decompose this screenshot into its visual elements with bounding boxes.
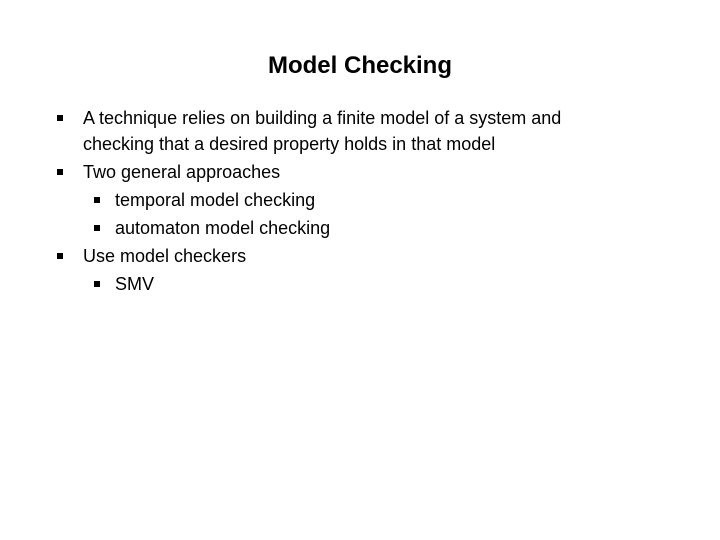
square-bullet-icon	[57, 253, 63, 259]
square-bullet-icon	[94, 197, 100, 203]
bullet-continuation	[0, 133, 720, 155]
square-bullet-icon	[57, 169, 63, 175]
bullet-text: Two general approaches	[83, 162, 281, 182]
bullet-text: Use model checkers	[83, 246, 247, 266]
bullet-item	[0, 161, 720, 183]
bullet-text: A technique relies on building a finite model of a system and	[83, 108, 562, 128]
square-bullet-icon	[57, 115, 63, 121]
bullet-item	[0, 245, 720, 267]
sub-bullet-item	[0, 217, 720, 239]
sub-bullet-item	[0, 273, 720, 295]
bullet-text: automaton model checking	[115, 218, 331, 238]
square-bullet-icon	[94, 281, 100, 287]
bullet-item	[0, 107, 720, 129]
bullet-text: temporal model checking	[115, 190, 316, 210]
slide-title: Model Checking	[267, 52, 453, 79]
bullet-text: checking that a desired property holds in that model	[83, 134, 496, 154]
sub-bullet-item	[0, 189, 720, 211]
bullet-text: SMV	[115, 274, 155, 294]
square-bullet-icon	[94, 225, 100, 231]
